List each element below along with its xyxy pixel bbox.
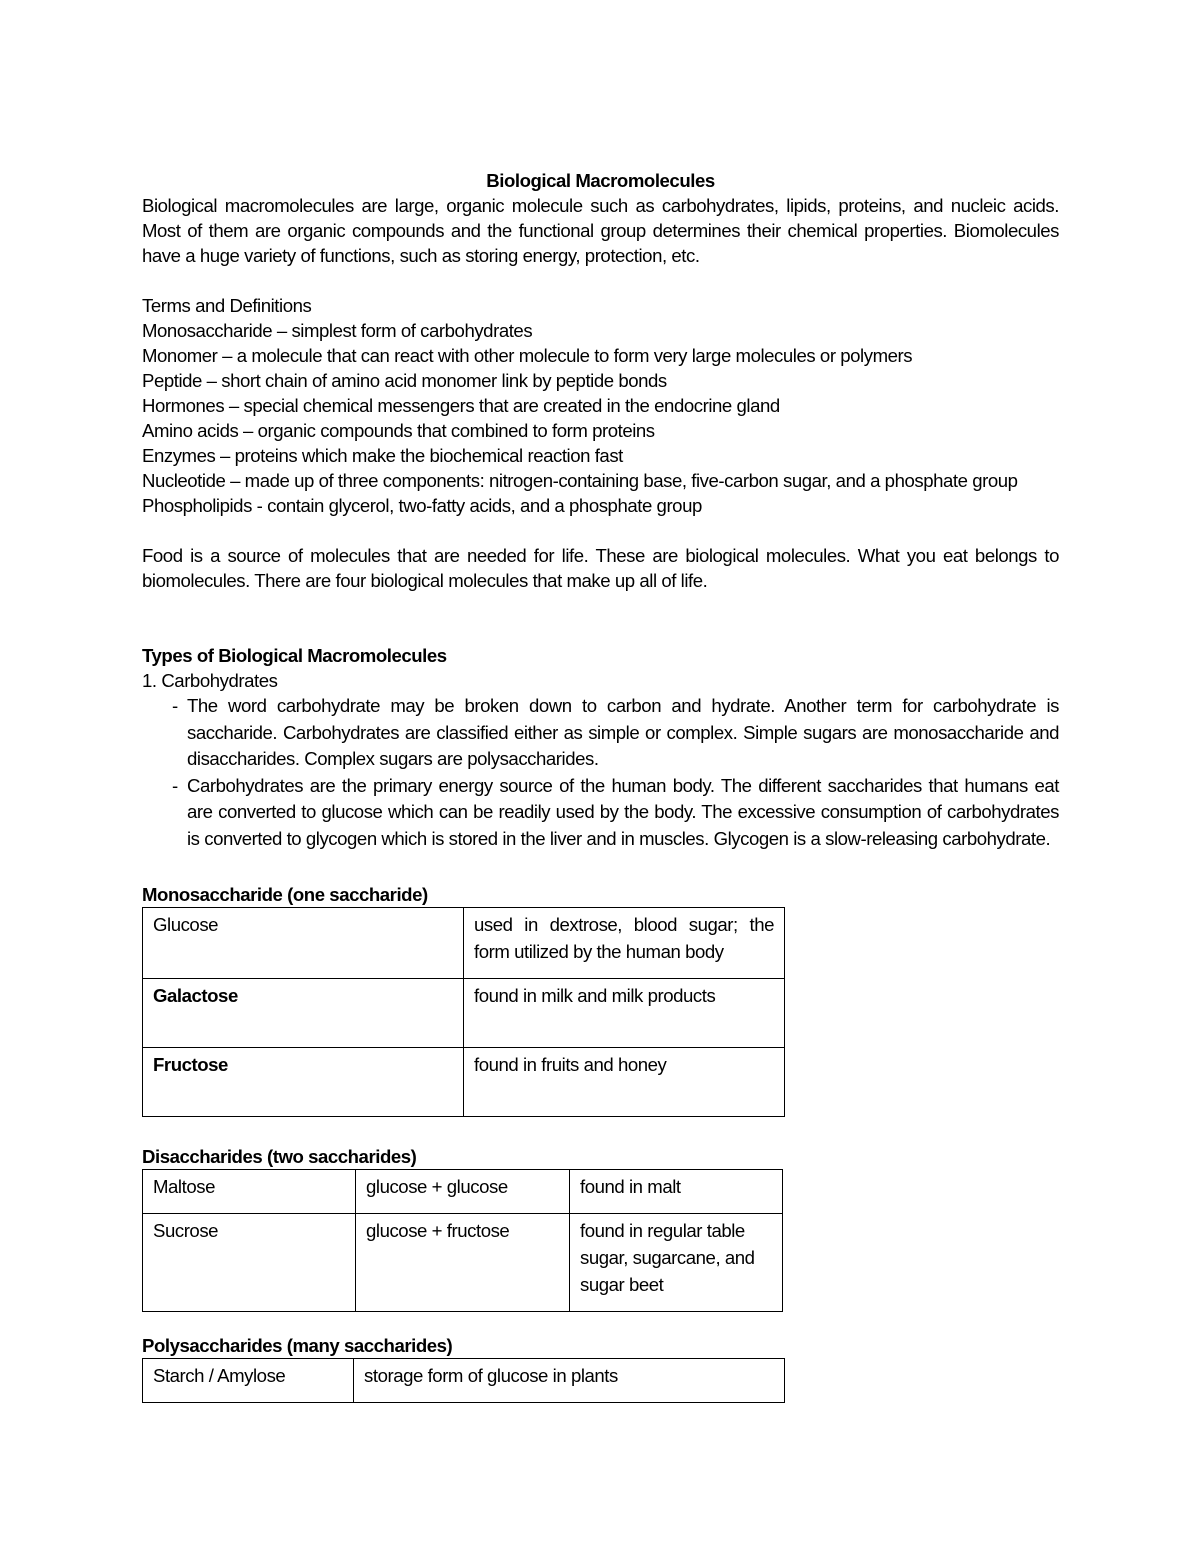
table-cell: found in milk and milk products [464,978,785,1047]
list-item [142,773,1059,853]
table-cell: Glucose [143,907,464,978]
carbohydrates-heading: 1. Carbohydrates [142,670,278,691]
table-cell: Starch / Amylose [143,1358,354,1402]
term-phospholipids: Phospholipids - contain glycerol, two-fatty acids, and a phosphate group [142,495,702,516]
terms-heading: Terms and Definitions [142,295,312,316]
table-cell: Galactose [143,978,464,1047]
table-row [143,1047,785,1116]
list-item [142,693,1059,773]
term-monosaccharide: Monosaccharide – simplest form of carbohydrates [142,320,533,341]
term-peptide: Peptide – short chain of amino acid monomer link by peptide bonds [142,370,667,391]
food-paragraph: Food is a source of molecules that are needed for life. These are biological molecules. What you eat belongs to biomolecules. There are four biological molecules that make up all of life. [142,545,1059,591]
disaccharide-table-caption: Disaccharides (two saccharides) [142,1145,417,1167]
table-cell: used in dextrose, blood sugar; the form utilized by the human body [464,907,785,978]
monosaccharide-table [142,907,785,1117]
monosaccharide-table-caption: Monosaccharide (one saccharide) [142,883,428,905]
disaccharide-table [142,1169,783,1312]
table-cell: found in malt [570,1169,783,1213]
spacer [142,593,1059,643]
table-cell: Maltose [143,1169,356,1213]
term-amino-acids: Amino acids – organic compounds that combined to form proteins [142,420,655,441]
bullet-dash: - [172,695,178,716]
table-row [143,1169,783,1213]
spacer [142,518,1059,543]
table-row [143,907,785,978]
table-cell: glucose + glucose [356,1169,570,1213]
table-cell: found in fruits and honey [464,1047,785,1116]
bullet-text: The word carbohydrate may be broken down to carbon and hydrate. Another term for carbohydrate is saccharide. Carbohydrates are classified either as simple or complex. Simple sugars are monosaccharide and disaccharides. Complex sugars are polysaccharides. [187,695,1059,770]
document-body [142,168,1059,1403]
spacer [142,268,1059,293]
term-enzymes: Enzymes – proteins which make the biochemical reaction fast [142,445,623,466]
table-cell: glucose + fructose [356,1213,570,1311]
table-row [143,1213,783,1311]
types-heading: Types of Biological Macromolecules [142,645,447,666]
bullet-text: Carbohydrates are the primary energy source of the human body. The different saccharides that humans eat are converted to glucose which can be readily used by the body. The excessive consumption of carbohydrates is converted to glycogen which is stored in the liver and in muscles. Glycogen is a slow-releasing carbohydrate. [187,774,1059,849]
intro-paragraph: Biological macromolecules are large, organic molecule such as carbohydrates, lipids, proteins, and nucleic acids. Most of them are organic compounds and the functional group determines their chemical properties. Biomolecules have a huge variety of functions, such as storing energy, protection, etc. [142,195,1059,266]
bullet-dash: - [172,774,178,796]
document-title: Biological Macromolecules [486,170,715,191]
polysaccharide-table-caption: Polysaccharides (many saccharides) [142,1334,453,1356]
polysaccharide-table [142,1358,785,1403]
table-cell: storage form of glucose in plants [354,1358,785,1402]
term-hormones: Hormones – special chemical messengers that are created in the endocrine gland [142,395,780,416]
table-cell: Sucrose [143,1213,356,1311]
term-monomer: Monomer – a molecule that can react with other molecule to form very large molecules or polymers [142,345,913,366]
table-row [143,1358,785,1402]
term-nucleotide: Nucleotide – made up of three components: nitrogen-containing base, five-carbon sugar, and a phosphate group [142,470,1018,491]
table-row [143,978,785,1047]
carbohydrate-bullet-list [142,693,1059,853]
table-cell: Fructose [143,1047,464,1116]
table-cell: found in regular table sugar, sugarcane, and sugar beet [570,1213,783,1311]
